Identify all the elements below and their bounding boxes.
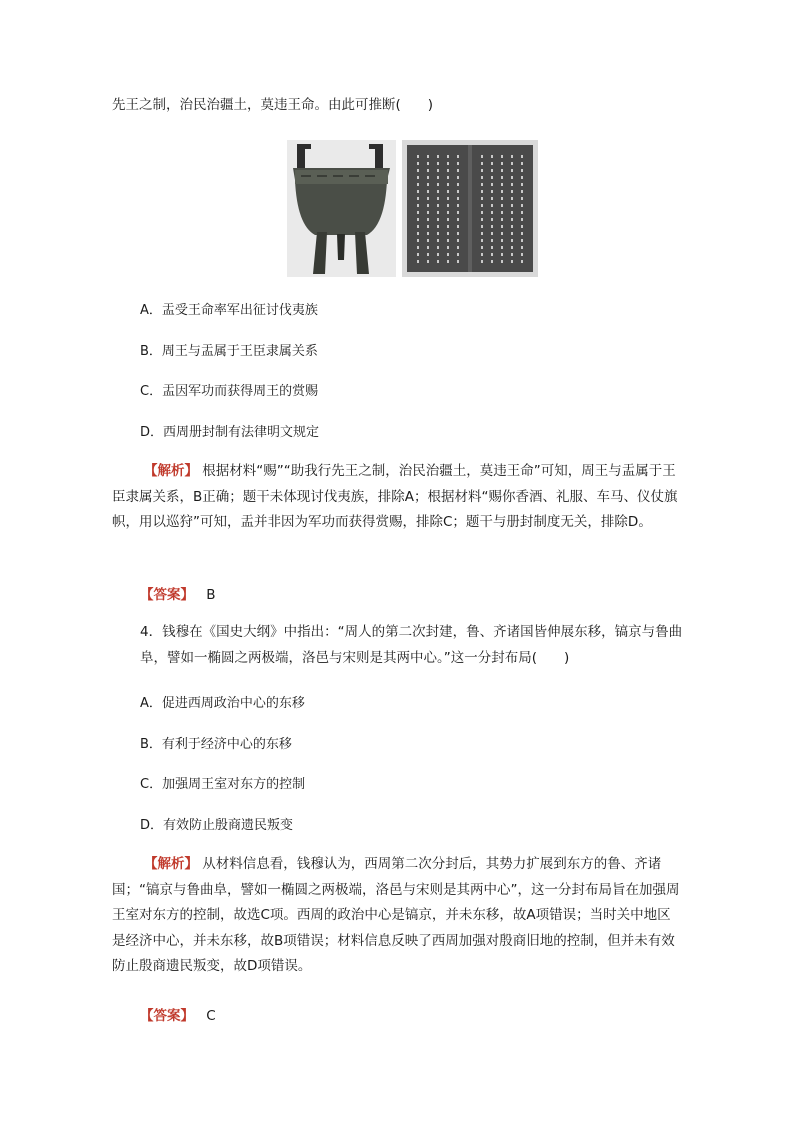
q4-option-d: D．有效防止殷商遗民叛变: [140, 818, 294, 833]
q4-option-b: B．有利于经济中心的东移: [140, 737, 292, 752]
answer-value: B: [206, 587, 216, 603]
bronze-ding-image: [287, 140, 396, 277]
q3-option-d: D．西周册封制有法律明文规定: [140, 425, 320, 440]
q4-answer: [140, 1007, 216, 1025]
analysis-text: 从材料信息看，钱穆认为，西周第二次分封后，其势力扩展到东方的鲁、齐诸国；“镐京与鲁曲阜，譬如一椭圆之两极端，洛邑与宋则是其两中心”，这一分封布局旨在加强周王室对东方的控制，故选C项。西周的政治中心是镐京，并未东移，故A项错误；当时关中地区是经济中心，并未东移，故B项错误；材料信息反映了西周加强对殷商旧地的控制，但并未有效防止殷商遗民叛变，故D项错误。: [112, 856, 680, 974]
q3-stem-tail: 先王之制，治民治疆土，莫违王命。由此可推断( ): [112, 97, 434, 113]
analysis-text: 根据材料“赐”“助我行先王之制，治民治疆土，莫违王命”可知，周王与盂属于王臣隶属关系，B正确；题干未体现讨伐夷族，排除A；根据材料“赐你香酒、礼服、车马、仪仗旗帜，用以巡狩”可知，盂并非因为军功而获得赏赐，排除C；题干与册封制度无关，排除D。: [112, 463, 678, 530]
q4-option-a: A．促进西周政治中心的东移: [140, 696, 305, 711]
answer-tag: 【答案】: [140, 1008, 194, 1024]
analysis-tag: 【解析】: [144, 856, 198, 872]
analysis-tag: 【解析】: [144, 463, 198, 479]
q4-option-c: C．加强周王室对东方的控制: [140, 777, 306, 792]
answer-value: C: [206, 1008, 216, 1024]
q3-option-c: C．盂因军功而获得周王的赏赐: [140, 384, 319, 399]
answer-tag: 【答案】: [140, 587, 194, 603]
q3-analysis: [112, 459, 682, 536]
inscription-rubbing-image: [402, 140, 538, 277]
bronze-ding-photo-icon: [287, 140, 396, 277]
q4-stem-text: 4．钱穆在《国史大纲》中指出：“周人的第二次封建，鲁、齐诸国皆伸展东移，镐京与鲁曲阜，譬如一椭圆之两极端，洛邑与宋则是其两中心。”这一分封布局( ): [140, 624, 683, 666]
q3-option-b: B．周王与盂属于王臣隶属关系: [140, 344, 318, 359]
q4-analysis: [112, 852, 682, 980]
inscription-rubbing-photo-icon: [402, 140, 538, 277]
q3-option-a: A．盂受王命率军出征讨伐夷族: [140, 303, 318, 318]
q3-answer: [140, 586, 216, 604]
q4-stem: [140, 620, 700, 671]
